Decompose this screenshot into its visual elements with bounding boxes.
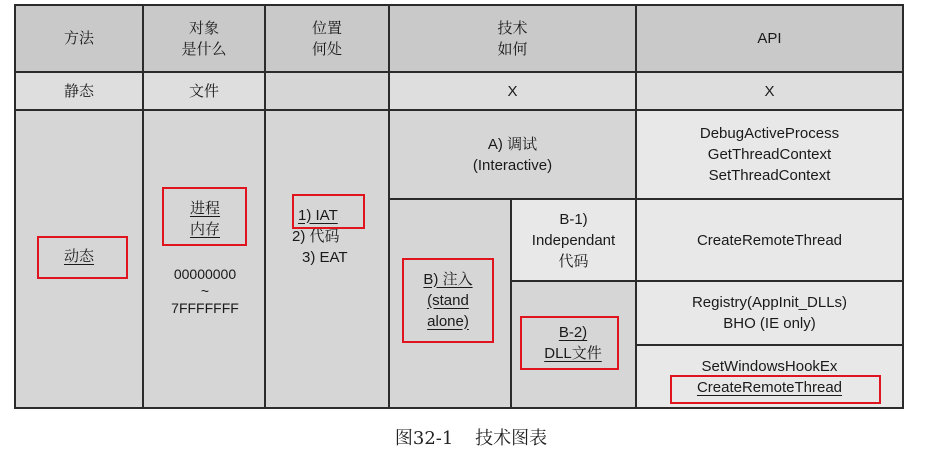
highlight-dll-file	[520, 316, 619, 370]
inject-line3: alone)	[427, 312, 469, 330]
header-technique-line1: 技术	[497, 19, 528, 37]
static-target-label: 文件	[188, 82, 219, 100]
debug-title: A) 调试	[487, 135, 538, 153]
static-api-label: X	[764, 82, 775, 100]
inject-title: B) 注入	[423, 270, 473, 288]
static-target	[144, 73, 264, 109]
inject-line2: (stand	[427, 291, 469, 309]
api-set-thread-context: SetThreadContext	[708, 167, 831, 184]
range-start: 00000000	[173, 265, 237, 282]
static-technique-label: X	[507, 82, 518, 100]
figure-caption	[0, 424, 942, 450]
header-technique	[390, 6, 635, 71]
header-target-line2: 是什么	[181, 40, 227, 58]
header-technique-line2: 如何	[497, 40, 528, 58]
grid-right	[902, 4, 904, 409]
b1-line1: B-1)	[559, 210, 588, 228]
api-create-remote-thread-b2: CreateRemoteThread	[696, 379, 843, 396]
highlight-iat	[292, 194, 365, 229]
grid-h1	[14, 71, 904, 73]
header-location	[266, 6, 388, 71]
header-target-line1: 对象	[188, 19, 219, 37]
grid-v5	[510, 198, 512, 409]
grid-v3	[388, 4, 390, 409]
dynamic-method-label: 动态	[63, 247, 94, 265]
b1-technique	[512, 200, 635, 280]
location-iat: 1) IAT	[298, 206, 338, 224]
header-target	[144, 6, 264, 71]
debug-api	[637, 111, 902, 198]
grid-v1	[142, 4, 144, 409]
grid-top	[14, 4, 904, 6]
figure-number: 图32-1	[394, 428, 454, 449]
b2-line2: DLL文件	[544, 345, 602, 362]
range-end: 7FFFFFFF	[171, 299, 239, 316]
api-create-remote-thread-b1: CreateRemoteThread	[696, 231, 843, 249]
highlight-dynamic	[37, 236, 128, 279]
process-line2: 内存	[189, 221, 220, 238]
range-tilde: ~	[200, 282, 210, 299]
location-eat: 3) EAT	[302, 248, 348, 266]
b2-line1: B-2)	[558, 324, 588, 341]
b1-api	[637, 200, 902, 280]
b1-line2: Independant	[531, 231, 616, 249]
highlight-inject	[402, 258, 494, 343]
header-method-label: 方法	[63, 30, 94, 47]
b2-api-group1	[637, 282, 902, 344]
memory-range	[150, 264, 260, 318]
static-api	[637, 73, 902, 109]
static-method-label: 静态	[63, 82, 94, 100]
header-location-line2: 何处	[311, 40, 342, 58]
api-registry-appinit: Registry(AppInit_DLLs)	[691, 294, 848, 311]
grid-h3	[388, 198, 904, 200]
debug-subtitle: (Interactive)	[472, 156, 553, 174]
api-set-windows-hook-ex: SetWindowsHookEx	[701, 358, 838, 375]
grid-v2	[264, 4, 266, 409]
header-api	[637, 6, 902, 71]
process-line1: 进程	[189, 200, 220, 217]
highlight-create-remote-thread	[670, 375, 881, 404]
header-method	[16, 6, 142, 71]
debug-technique	[390, 111, 635, 198]
grid-h4	[510, 280, 904, 282]
api-get-thread-context: GetThreadContext	[707, 146, 832, 163]
grid-bottom	[14, 407, 904, 409]
figure-title: 技术图表	[475, 428, 548, 449]
static-method	[16, 73, 142, 109]
header-api-label: API	[757, 30, 782, 47]
location-code: 2) 代码	[292, 227, 340, 245]
grid-left	[14, 4, 16, 409]
grid-h5	[635, 344, 904, 346]
highlight-process-memory	[162, 187, 247, 246]
dynamic-target	[144, 111, 264, 407]
grid-h2	[14, 109, 904, 111]
header-location-line1: 位置	[311, 19, 342, 37]
static-technique	[390, 73, 635, 109]
api-bho: BHO (IE only)	[723, 315, 816, 332]
grid-v4	[635, 4, 637, 409]
api-debug-active-process: DebugActiveProcess	[699, 125, 840, 142]
b1-line3: 代码	[558, 252, 589, 270]
